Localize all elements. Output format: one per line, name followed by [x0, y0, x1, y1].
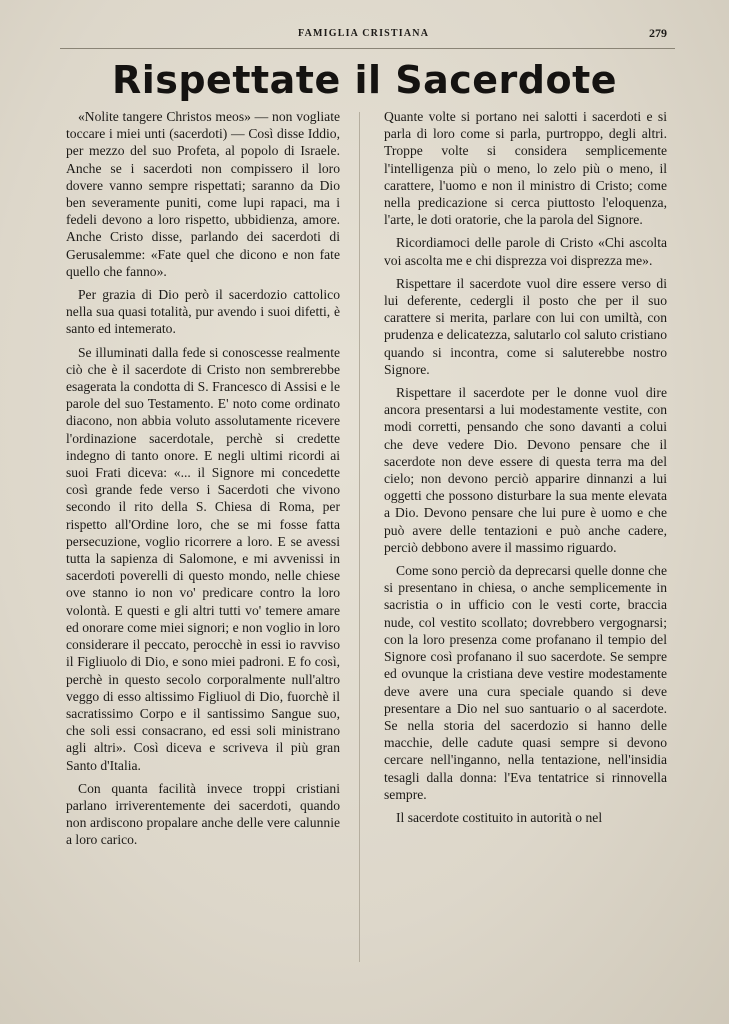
left-column — [66, 108, 340, 855]
paragraph: Rispettare il sacerdote per le donne vuol dire ancora presentarsi a lui modestamente vestite, con modi corretti, pensando che sono davanti a colui che deve vedere Dio. Devono pensare che il sacerdote non deve essere di questa terra ma del cielo; non devono perciò apparire dinnanzi a lui oggetti che possono disturbare la sua mente elevata a Dio. Devono pensare che lui pure è uomo e che può avere delle tentazioni e può anche cadere, perciò debbono avere il massimo riguardo. — [384, 385, 667, 555]
paragraph: Come sono perciò da deprecarsi quelle donne che si presentano in chiesa, o anche semplicemente in sacristia o in ufficio con le vesti corte, braccia nude, col vestito scollato; dovrebbero vergognarsi; con la loro presenza come profanano il tempio del Signore così profanano il suo sacerdote. Se sempre ed ovunque la cristiana deve vestire modestamente deve avere una cura speciale quando si deve presentare a Dio nel suo santuario o al sacerdote. Se nella storia del sacerdozio si hanno delle macchie, delle cadute quasi sempre si devono cercare nell'inganno, nella tentazione, nell'insidia tesagli dalla donna: l'Eva tentatrice si rinnovella sempre. — [384, 563, 667, 802]
paragraph: Rispettare il sacerdote vuol dire essere verso di lui deferente, cedergli il posto che per il suo carattere si merita, parlare con lui con umiltà, con prudenza e delicatezza, salutarlo col saluto cristiano quando si incontra, come si saluterebbe nostro Signore. — [384, 275, 667, 377]
right-column — [384, 108, 667, 832]
page-number: 279 — [649, 26, 667, 40]
paragraph: Ricordiamoci delle parole di Cristo «Chi ascolta voi ascolta me e chi disprezza voi disprezza me». — [384, 235, 667, 268]
paragraph: Per grazia di Dio però il sacerdozio cattolico nella sua quasi totalità, pur avendo i suoi difetti, è santo ed intemerato. — [66, 287, 340, 337]
paragraph: Con quanta facilità invece troppi cristiani parlano irriverentemente dei sacerdoti, quando non ardiscono propalare anche delle vere calunnie a loro carico. — [66, 780, 340, 848]
page-header — [0, 28, 729, 44]
running-title: FAMIGLIA CRISTIANA — [298, 28, 430, 39]
column-divider — [359, 112, 360, 962]
header-rule — [60, 48, 675, 49]
paragraph: Quante volte si portano nei salotti i sacerdoti e si parla di loro come si parla, purtroppo, degli altri. Troppe volte si considera semplicemente l'intelligenza più o meno, lo zelo più o meno, il carattere, l'uomo e non il ministro di Cristo; come nella predicazione si cerca piuttosto l'eloquenza, l'arte, le doti oratorie, che la parola del Signore. — [384, 109, 667, 228]
paragraph: Il sacerdote costituito in autorità o nel — [396, 809, 603, 825]
paragraph: «Nolite tangere Christos meos» — non vogliate toccare i miei unti (sacerdoti) — Così disse Iddio, per mezzo del suo Profeta, al popolo di Israele. Anche se i sacerdoti non compissero il loro dovere vanno sempre rispettati; saranno da Dio ben severamente puniti, come lupi rapaci, ma i fedeli devono a loro rispetto, ubbidienza, amore. Anche Cristo disse, parlando dei sacerdoti di Gerusalemme: «Fate quel che dicono e non fate quello che fanno». — [66, 109, 340, 279]
paragraph: Se illuminati dalla fede si conoscesse realmente ciò che è il sacerdote di Cristo non sembrerebbe esagerata la condotta di S. Francesco di Assisi e le parole del suo Testamento. E' noto come ordinato diacono, non abbia voluto assolutamente ricevere l'ordinazione sacerdotale, perchè si credette indegno di tanto onore. E negli ultimi ricordi ai suoi Frati diceva: «... il Signore mi concedette così grande fede verso i Sacerdoti che vivono secondo il rito della S. Chiesa di Roma, per rispetto all'Ordine loro, che se mi fosse fatta persecuzione, voglio ricorrere a loro. E se avessi tutta la sapienza di Salomone, e mi avvenissi in sacerdoti poverelli di questo mondo, nelle chiese ove stanno io non vo' predicare contro la loro volontà. E questi e gli altri tutti vo' temere amare ed onorare come miei signori; e non voglio in loro considerare il peccato, perocchè in essi io ravviso il Figliuolo di Dio, e sono miei padroni. E fo così, perchè in questo secolo corporalmente null'altro veggo di esso altissimo Figliuol di Dio, fuorchè il sacratissimo Corpo e il santissimo Sangue suo, che soli essi consacrano, ed essi soli ministrano agli altri». Così diceva e scriveva il più gran Santo d'Italia. — [66, 344, 340, 773]
article-title: Rispettate il Sacerdote — [111, 58, 618, 102]
